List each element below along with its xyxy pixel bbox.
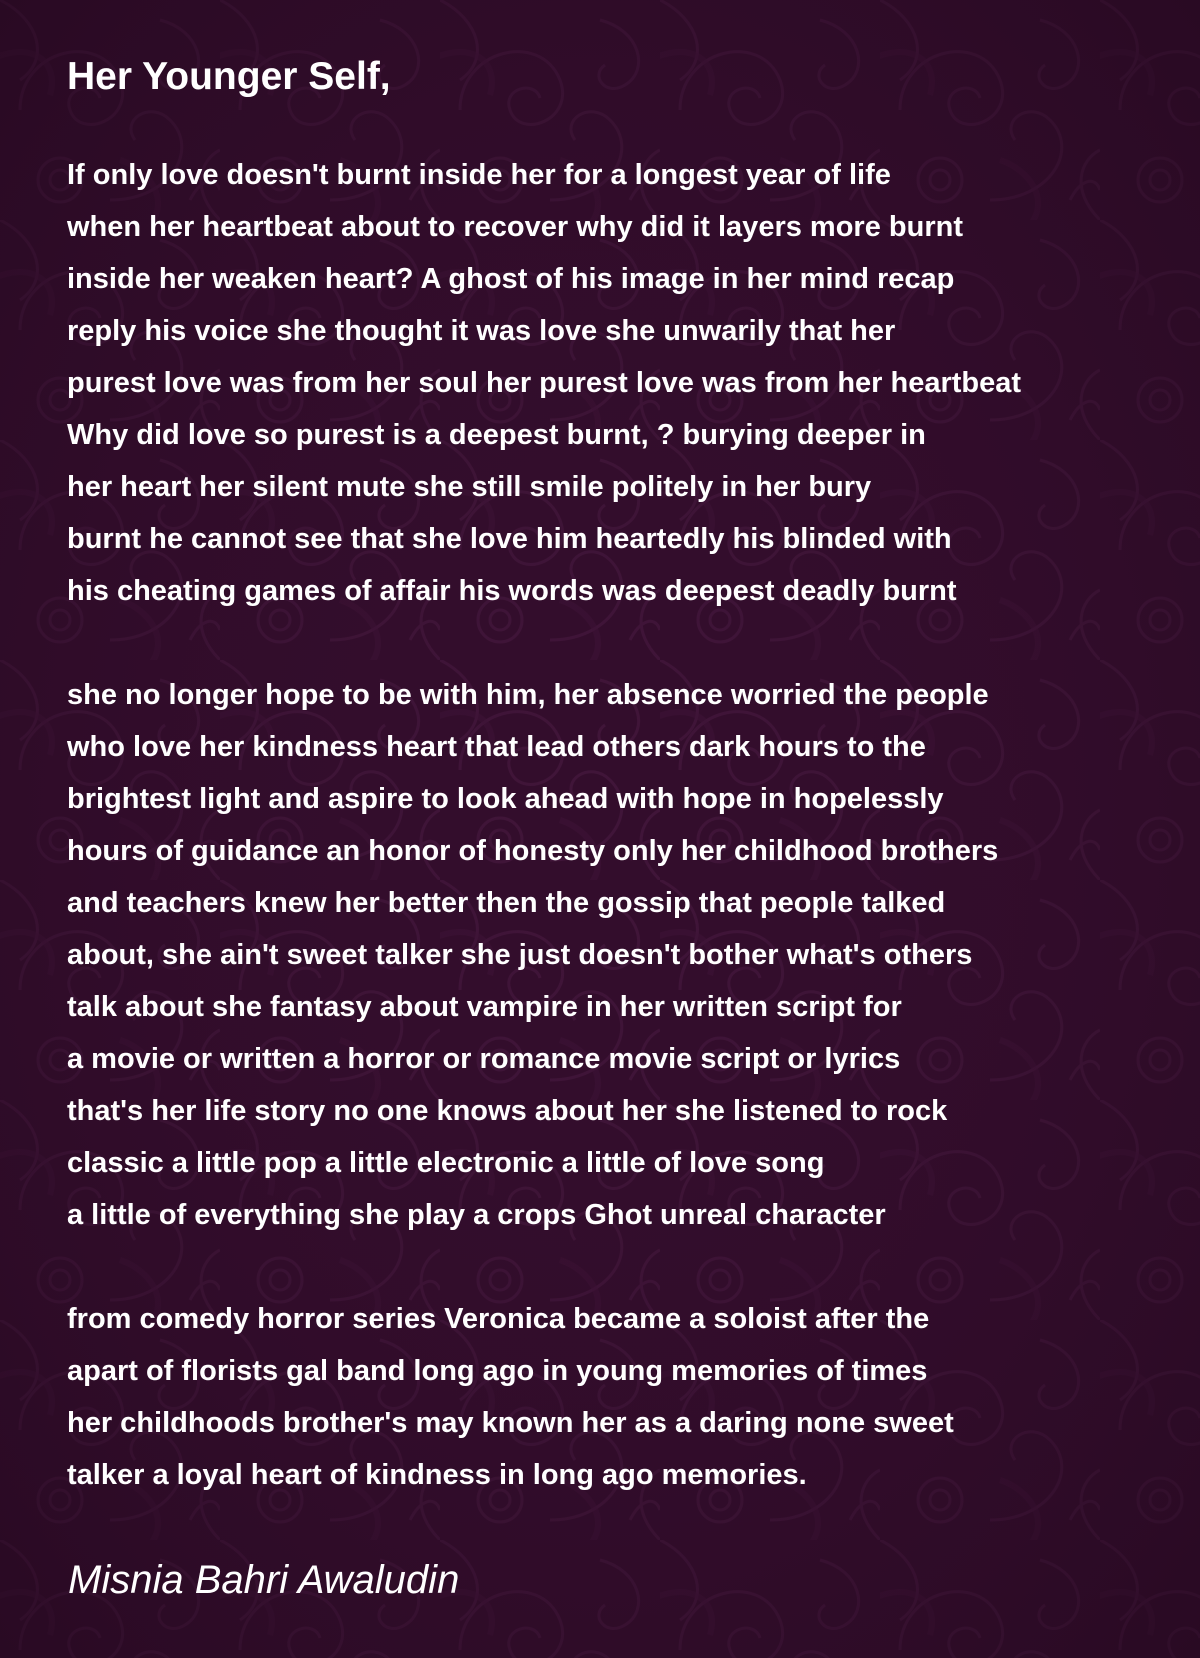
poem-title: Her Younger Self,: [67, 55, 391, 98]
poem-line: If only love doesn't burnt inside her for a longest year of life: [67, 159, 891, 191]
poem-line: a little of everything she play a crops Ghot unreal character: [67, 1199, 886, 1231]
poem-author: Misnia Bahri Awaludin: [68, 1558, 460, 1602]
poem-line: burnt he cannot see that she love him heartedly his blinded with: [67, 523, 952, 555]
poem-line: brightest light and aspire to look ahead with hope in hopelessly: [67, 783, 944, 815]
poem-line: when her heartbeat about to recover why did it layers more burnt: [67, 211, 963, 243]
poem-line: reply his voice she thought it was love she unwarily that her: [67, 315, 896, 347]
poem-line: who love her kindness heart that lead others dark hours to the: [67, 731, 926, 763]
poem-line: talk about she fantasy about vampire in her written script for: [67, 991, 902, 1023]
poem-line: Why did love so purest is a deepest burnt, ? burying deeper in: [67, 419, 926, 451]
poem-line: her childhoods brother's may known her as a daring none sweet: [67, 1407, 954, 1439]
poem-line: from comedy horror series Veronica became a soloist after the: [67, 1303, 930, 1335]
poem-line: hours of guidance an honor of honesty only her childhood brothers: [67, 835, 999, 867]
poem-line: apart of florists gal band long ago in young memories of times: [67, 1355, 928, 1387]
poem-line: his cheating games of affair his words was deepest deadly burnt: [67, 575, 957, 607]
poem-stanza: [67, 1293, 1192, 1501]
poem-stanza: [67, 669, 1192, 1241]
poem-line: purest love was from her soul her purest love was from her heartbeat: [67, 367, 1022, 399]
poem-line: inside her weaken heart? A ghost of his image in her mind recap: [67, 263, 955, 295]
poem-line: she no longer hope to be with him, her absence worried the people: [67, 679, 989, 711]
poem-body: [67, 149, 1192, 1553]
poem-line: a movie or written a horror or romance movie script or lyrics: [67, 1043, 901, 1075]
poem-line: and teachers knew her better then the gossip that people talked: [67, 887, 946, 919]
poem-line: classic a little pop a little electronic a little of love song: [67, 1147, 825, 1179]
poem-line: talker a loyal heart of kindness in long ago memories.: [67, 1459, 807, 1491]
poem-line: about, she ain't sweet talker she just doesn't bother what's others: [67, 939, 973, 971]
poem-line: her heart her silent mute she still smile politely in her bury: [67, 471, 872, 503]
poem-stanza: [67, 149, 1192, 617]
poem-line: that's her life story no one knows about her she listened to rock: [67, 1095, 948, 1127]
